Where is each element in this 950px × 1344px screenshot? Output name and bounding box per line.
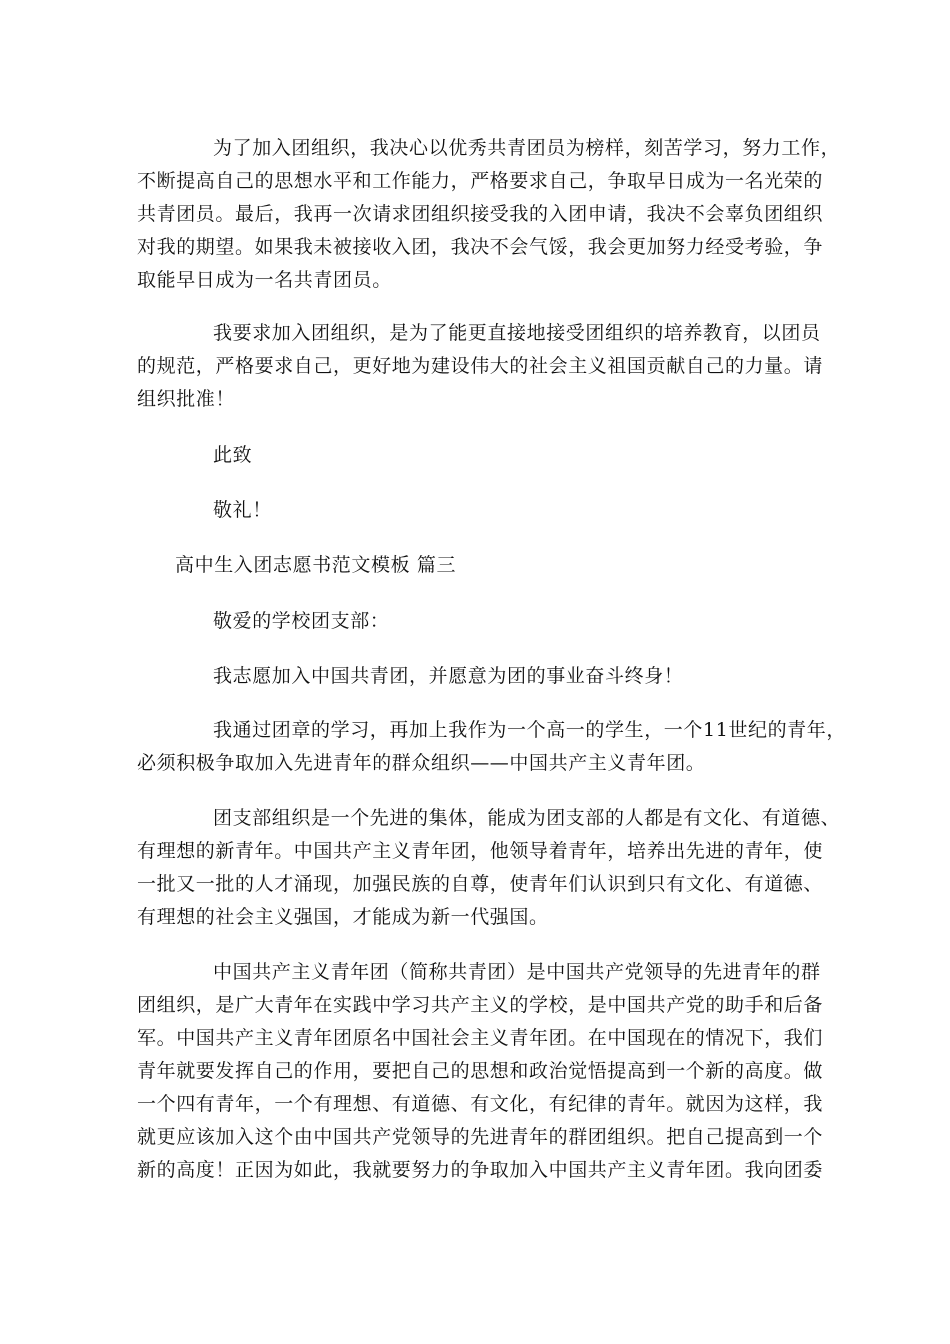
paragraph-5-line-2: 有理想的新青年。中国共产主义青年团，他领导着青年，培养出先进的青年，使 xyxy=(137,840,824,862)
paragraph-2-line-3: 组织批准！ xyxy=(137,388,236,410)
paragraph-1-line-4: 对我的期望。如果我未被接收入团，我决不会气馁，我会更加努力经受考验，争 xyxy=(137,236,824,258)
paragraph-1-line-1: 为了加入团组织，我决心以优秀共青团员为榜样，刻苦学习，努力工作， xyxy=(213,137,841,159)
paragraph-6-line-3: 军。中国共产主义青年团原名中国社会主义青年团。在中国现在的情况下，我们 xyxy=(137,1027,824,1049)
paragraph-1-line-2: 不断提高自己的思想水平和工作能力，严格要求自己，争取早日成为一名光荣的 xyxy=(137,170,824,192)
paragraph-2-line-1: 我要求加入团组织，是为了能更直接地接受团组织的培养教育，以团员 xyxy=(213,322,821,344)
paragraph-5-line-3: 一批又一批的人才涌现，加强民族的自尊，使青年们认识到只有文化、有道德、 xyxy=(137,873,824,895)
closing-cizhi: 此致 xyxy=(213,444,253,466)
paragraph-5-line-1: 团支部组织是一个先进的集体，能成为团支部的人都是有文化、有道德、 xyxy=(213,807,841,829)
paragraph-6-line-7: 新的高度！正因为如此，我就要努力的争取加入中国共产主义青年团。我向团委 xyxy=(137,1159,824,1181)
closing-jingli: 敬礼！ xyxy=(213,499,272,521)
salutation: 敬爱的学校团支部： xyxy=(213,610,390,632)
paragraph-1-line-5: 取能早日成为一名共青团员。 xyxy=(137,269,392,291)
paragraph-6-line-6: 就更应该加入这个由中国共产党领导的先进青年的群团组织。把自己提高到一个 xyxy=(137,1126,824,1148)
paragraph-3-line-1: 我志愿加入中国共青团，并愿意为团的事业奋斗终身！ xyxy=(213,665,684,687)
paragraph-4-line-2: 必须积极争取加入先进青年的群众组织——中国共产主义青年团。 xyxy=(137,752,706,774)
paragraph-6-line-1: 中国共产主义青年团（简称共青团）是中国共产党领导的先进青年的群 xyxy=(213,961,821,983)
paragraph-4-line-1: 我通过团章的学习，再加上我作为一个高一的学生，一个11世纪的青年， xyxy=(213,719,846,741)
paragraph-1-line-3: 共青团员。最后，我再一次请求团组织接受我的入团申请，我决不会辜负团组织 xyxy=(137,203,824,225)
paragraph-2-line-2: 的规范，严格要求自己，更好地为建设伟大的社会主义祖国贡献自己的力量。请 xyxy=(137,355,824,377)
paragraph-6-line-5: 一个四有青年，一个有理想、有道德、有文化，有纪律的青年。就因为这样，我 xyxy=(137,1093,824,1115)
paragraph-6-line-2: 团组织，是广大青年在实践中学习共产主义的学校，是中国共产党的助手和后备 xyxy=(137,994,824,1016)
section-heading: 高中生入团志愿书范文模板 篇三 xyxy=(175,554,457,576)
paragraph-6-line-4: 青年就要发挥自己的作用，要把自己的思想和政治觉悟提高到一个新的高度。做 xyxy=(137,1060,824,1082)
paragraph-5-line-4: 有理想的社会主义强国，才能成为新一代强国。 xyxy=(137,906,549,928)
